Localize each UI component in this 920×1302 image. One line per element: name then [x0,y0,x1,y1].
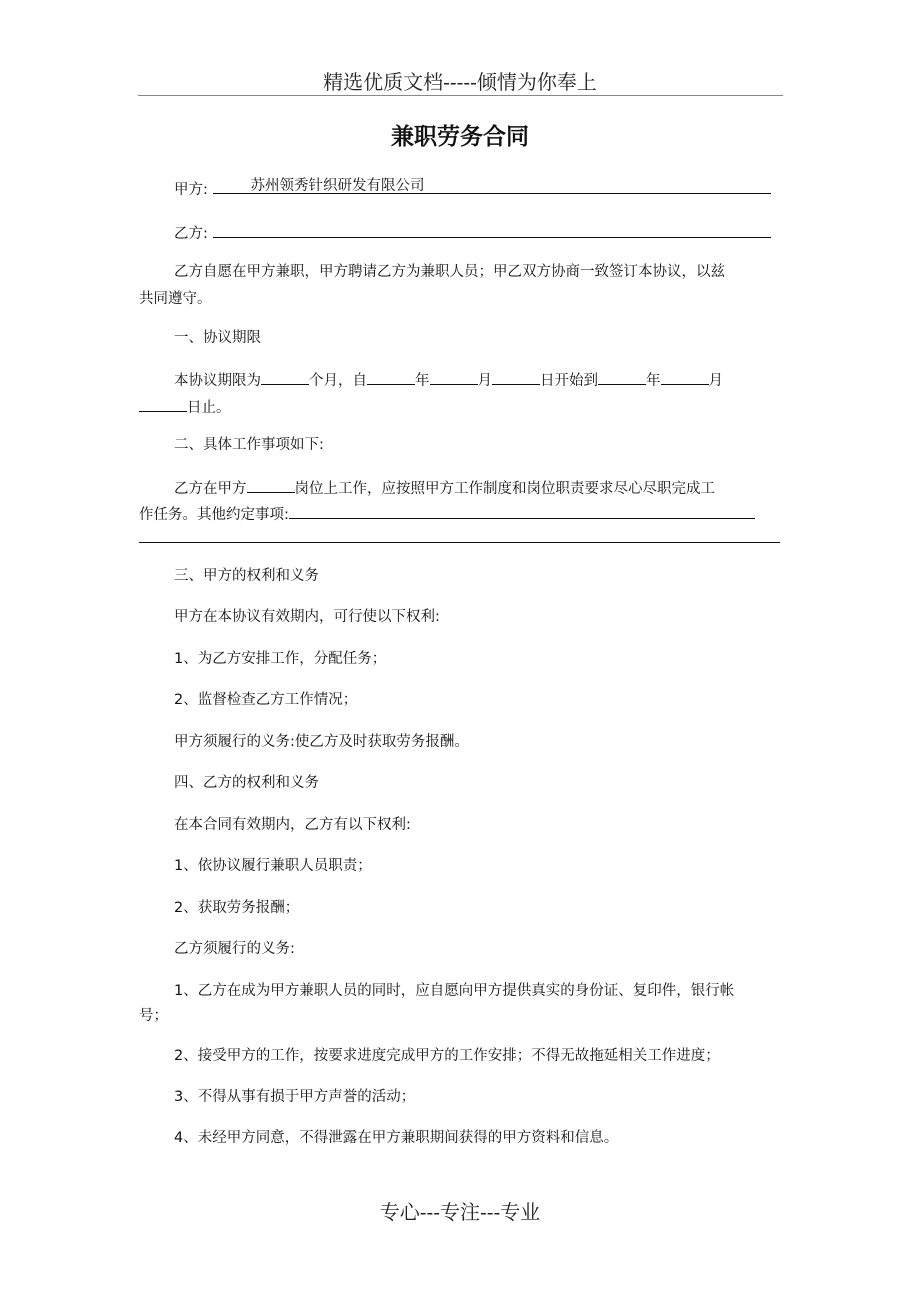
party-b-duty-1-line-1: 1、乙方在成为甲方兼职人员的同时，应自愿向甲方提供真实的身份证、复印件，银行帐 [174,983,735,999]
term-text: 年 [415,373,430,389]
work-line-2 [139,503,755,525]
party-a-right-item: 1、为乙方安排工作，分配任务； [174,651,387,667]
party-a-value: 苏州领秀针织研发有限公司 [250,178,425,194]
blank [661,369,709,385]
term-line-2 [139,396,231,418]
work-text: 作任务。其他约定事项: [139,507,289,523]
blank [289,503,755,519]
section-4-heading: 四、乙方的权利和义务 [174,775,319,791]
page-footer: 专心---专注---专业 [379,1200,541,1224]
intro-line-2: 共同遵守。 [139,291,212,307]
section-1-heading: 一、协议期限 [174,330,261,346]
term-line-1 [174,369,723,391]
party-b-duty-3: 3、不得从事有损于甲方声誉的活动； [174,1089,416,1105]
party-b-duty-1-line-2: 号； [139,1008,168,1024]
party-a-row [174,178,771,200]
intro-line-1: 乙方自愿在甲方兼职，甲方聘请乙方为兼职人员；甲乙双方协商一致签订本协议，以兹 [174,264,725,280]
party-b-duty-4: 4、未经甲方同意，不得泄露在甲方兼职期间获得的甲方资料和信息。 [174,1130,619,1146]
blank [492,369,540,385]
work-line-1 [174,477,715,499]
blank [367,369,415,385]
term-text: 个月，自 [309,373,367,389]
party-a-duty: 甲方须履行的义务:使乙方及时获取劳务报酬。 [174,734,469,750]
term-text: 日止。 [187,400,231,416]
party-a-rights-intro: 甲方在本协议有效期内，可行使以下权利: [174,609,440,625]
term-text: 月 [477,373,492,389]
blank [430,369,478,385]
blank [261,369,309,385]
party-b-right-item: 2、获取劳务报酬； [174,900,300,916]
party-b-field [213,222,771,238]
blank [139,396,187,412]
term-text: 日开始到 [540,373,598,389]
party-b-duty-2: 2、接受甲方的工作，按要求进度完成甲方的工作安排；不得无故拖延相关工作进度； [174,1048,720,1064]
term-text: 年 [646,373,661,389]
party-b-row [174,222,771,244]
page-header: 精选优质文档-----倾情为你奉上 [323,70,597,94]
work-text: 乙方在甲方 [174,481,247,497]
blank-full-line [139,542,780,543]
blank [247,477,295,493]
section-3-heading: 三、甲方的权利和义务 [174,568,319,584]
section-2-heading: 二、具体工作事项如下: [174,437,324,453]
party-b-rights-intro: 在本合同有效期内，乙方有以下权利: [174,817,411,833]
party-a-label: 甲方: [174,182,208,198]
term-text: 本协议期限为 [174,373,261,389]
header-divider [138,95,783,96]
party-b-right-item: 1、依协议履行兼职人员职责； [174,858,372,874]
blank [598,369,646,385]
work-text: 岗位上工作，应按照甲方工作制度和岗位职责要求尽心尽职完成工 [294,481,715,497]
party-a-right-item: 2、监督检查乙方工作情况； [174,692,358,708]
party-b-duties-intro: 乙方须履行的义务: [174,941,295,957]
document-title: 兼职劳务合同 [391,124,529,150]
party-b-label: 乙方: [174,226,208,242]
party-a-field [213,178,771,194]
term-text: 月 [708,373,723,389]
